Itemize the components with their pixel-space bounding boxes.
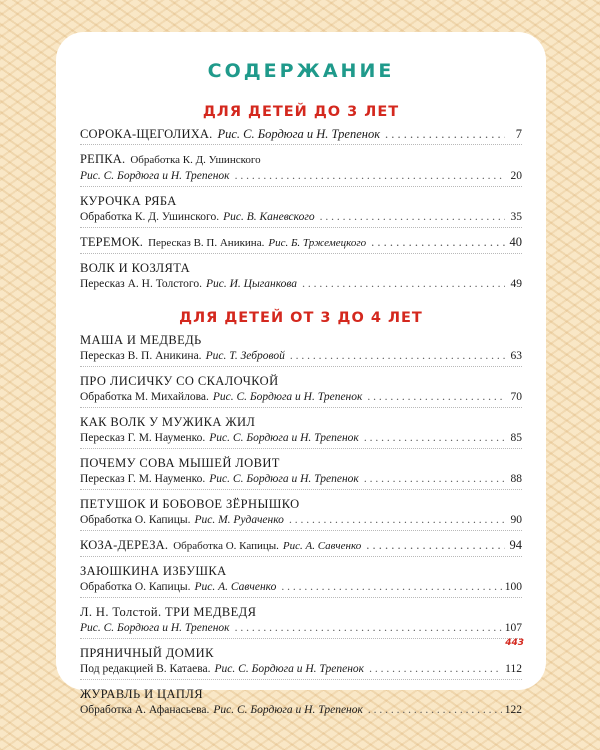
entry-title: ЗАЮШКИНА ИЗБУШКА bbox=[80, 564, 227, 578]
page-title: СОДЕРЖАНИЕ bbox=[207, 60, 395, 82]
leader-dots bbox=[364, 430, 505, 446]
entry-adaptation: Пересказ В. П. Аникина. bbox=[80, 350, 202, 362]
entry-adaptation: Обработка О. Капицы. bbox=[173, 540, 279, 552]
divider bbox=[80, 144, 522, 146]
leader-dots bbox=[290, 348, 505, 364]
entry-page: 49 bbox=[510, 278, 522, 290]
leader-dots bbox=[385, 126, 505, 142]
entry-page: 63 bbox=[510, 350, 522, 362]
toc-entry-volk-kozlyata[interactable] bbox=[80, 260, 522, 292]
toc-entry-soroka[interactable] bbox=[80, 126, 522, 142]
entry-page: 88 bbox=[510, 473, 522, 485]
entry-adaptation: Обработка О. Капицы. bbox=[80, 514, 191, 526]
entry-illustrator: Рис. А. Савченко bbox=[194, 581, 277, 593]
entry-adaptation: Пересказ В. П. Аникина. bbox=[148, 237, 265, 249]
entry-illustrator: Рис. Б. Тржемецкого bbox=[268, 237, 367, 249]
entry-illustrator: Рис. В. Каневского bbox=[223, 211, 315, 223]
divider bbox=[80, 679, 522, 681]
entry-page: 90 bbox=[510, 514, 522, 526]
divider bbox=[80, 597, 522, 599]
entry-title: ВОЛК И КОЗЛЯТА bbox=[80, 261, 191, 275]
entry-page: 107 bbox=[504, 622, 522, 634]
contents-panel bbox=[56, 32, 546, 716]
toc-entry-domik[interactable] bbox=[80, 645, 522, 677]
divider bbox=[80, 448, 522, 450]
divider bbox=[80, 530, 522, 532]
toc-entry-sova[interactable] bbox=[80, 455, 522, 487]
entry-adaptation: Обработка М. Михайлова. bbox=[80, 391, 209, 403]
entry-page: 85 bbox=[510, 432, 522, 444]
entry-illustrator: Рис. С. Бордюга и Н. Трепенок bbox=[214, 663, 365, 675]
entry-illustrator: Рис. С. Бордюга и Н. Трепенок bbox=[212, 391, 363, 403]
entry-page: 112 bbox=[505, 663, 522, 675]
toc-entry-volk-muzhik[interactable] bbox=[80, 414, 522, 446]
entry-page: 40 bbox=[509, 235, 522, 249]
leader-dots bbox=[371, 234, 505, 250]
toc-entry-izbushka[interactable] bbox=[80, 563, 522, 595]
divider bbox=[80, 638, 522, 640]
entry-page: 35 bbox=[510, 211, 522, 223]
entry-adaptation: Пересказ Г. М. Науменко. bbox=[80, 432, 206, 444]
leader-dots bbox=[364, 471, 505, 487]
entry-title: ТЕРЕМОК. bbox=[80, 235, 144, 249]
leader-dots bbox=[366, 537, 505, 553]
entry-illustrator: Рис. С. Бордюга и Н. Трепенок bbox=[217, 127, 381, 141]
entry-title: ПРО ЛИСИЧКУ СО СКАЛОЧКОЙ bbox=[80, 374, 279, 388]
divider bbox=[80, 227, 522, 229]
entry-illustrator: Рис. И. Цыганкова bbox=[205, 278, 298, 290]
leader-dots bbox=[302, 276, 505, 292]
entry-title: ПРЯНИЧНЫЙ ДОМИК bbox=[80, 646, 214, 660]
entry-title: КОЗА-ДЕРЕЗА. bbox=[80, 538, 169, 552]
entry-adaptation: Пересказ Г. М. Науменко. bbox=[80, 473, 206, 485]
entry-adaptation: Обработка О. Капицы. bbox=[80, 581, 191, 593]
leader-dots bbox=[367, 389, 505, 405]
entry-title: РЕПКА. bbox=[80, 152, 126, 166]
toc-entry-teremok[interactable] bbox=[80, 234, 522, 251]
entry-adaptation: Обработка К. Д. Ушинского. bbox=[80, 211, 220, 223]
toc-entry-koza[interactable] bbox=[80, 537, 522, 554]
entry-page: 70 bbox=[510, 391, 522, 403]
section-heading-under-3: ДЛЯ ДЕТЕЙ ДО 3 ЛЕТ bbox=[202, 104, 400, 120]
divider bbox=[80, 556, 522, 558]
entry-page: 7 bbox=[515, 127, 522, 141]
toc-entry-zhuravl[interactable] bbox=[80, 686, 522, 718]
entry-page: 20 bbox=[510, 170, 522, 182]
leader-dots bbox=[235, 620, 502, 636]
toc-entry-repka[interactable] bbox=[80, 151, 522, 184]
entry-illustrator: Рис. М. Рудаченко bbox=[194, 514, 284, 526]
entry-title: КАК ВОЛК У МУЖИКА ЖИЛ bbox=[80, 415, 256, 429]
entry-title: ПЕТУШОК И БОБОВОЕ ЗЁРНЫШКО bbox=[80, 497, 300, 511]
leader-dots bbox=[368, 702, 502, 718]
toc-entry-kurochka[interactable] bbox=[80, 193, 522, 225]
entry-title: КУРОЧКА РЯБА bbox=[80, 194, 177, 208]
entry-adaptation: Обработка А. Афанасьева. bbox=[80, 704, 210, 716]
leader-dots bbox=[289, 512, 505, 528]
entry-illustrator: Рис. Т. Зебровой bbox=[205, 350, 285, 362]
leader-dots bbox=[320, 209, 505, 225]
entry-illustrator: Рис. С. Бордюга и Н. Трепенок bbox=[209, 473, 359, 485]
leader-dots bbox=[235, 168, 505, 184]
toc-entry-lisichka[interactable] bbox=[80, 373, 522, 405]
entry-title: Л. Н. Толстой. ТРИ МЕДВЕДЯ bbox=[80, 605, 257, 619]
entry-illustrator: Рис. С. Бордюга и Н. Трепенок bbox=[80, 170, 230, 182]
toc-entry-masha[interactable] bbox=[80, 332, 522, 364]
page-number: 443 bbox=[505, 638, 524, 648]
entry-illustrator: Рис. С. Бордюга и Н. Трепенок bbox=[209, 432, 359, 444]
entry-page: 100 bbox=[504, 581, 522, 593]
toc-entry-petushok[interactable] bbox=[80, 496, 522, 528]
divider bbox=[80, 366, 522, 368]
entry-adaptation: Обработка К. Д. Ушинского bbox=[130, 154, 261, 166]
divider bbox=[80, 489, 522, 491]
entry-title: ПОЧЕМУ СОВА МЫШЕЙ ЛОВИТ bbox=[80, 456, 280, 470]
leader-dots bbox=[369, 661, 502, 677]
entry-title: СОРОКА-ЩЕГОЛИХА. bbox=[80, 127, 213, 141]
entry-illustrator: Рис. А. Савченко bbox=[282, 540, 362, 552]
entry-illustrator: Рис. С. Бордюга и Н. Трепенок bbox=[80, 622, 230, 634]
divider bbox=[80, 186, 522, 188]
divider bbox=[80, 253, 522, 255]
entry-title: МАША И МЕДВЕДЬ bbox=[80, 333, 202, 347]
entry-page: 94 bbox=[509, 538, 522, 552]
divider bbox=[80, 407, 522, 409]
entry-page: 122 bbox=[504, 704, 522, 716]
entry-illustrator: Рис. С. Бордюга и Н. Трепенок bbox=[213, 704, 363, 716]
toc-entry-tri-medvedya[interactable] bbox=[80, 604, 522, 636]
entry-title: ЖУРАВЛЬ И ЦАПЛЯ bbox=[80, 687, 203, 701]
section-heading-3-to-4: ДЛЯ ДЕТЕЙ ОТ 3 ДО 4 ЛЕТ bbox=[179, 310, 423, 326]
leader-dots bbox=[281, 579, 501, 595]
entry-adaptation: Пересказ А. Н. Толстого. bbox=[80, 278, 202, 290]
entry-adaptation: Под редакцией В. Катаева. bbox=[80, 663, 211, 675]
